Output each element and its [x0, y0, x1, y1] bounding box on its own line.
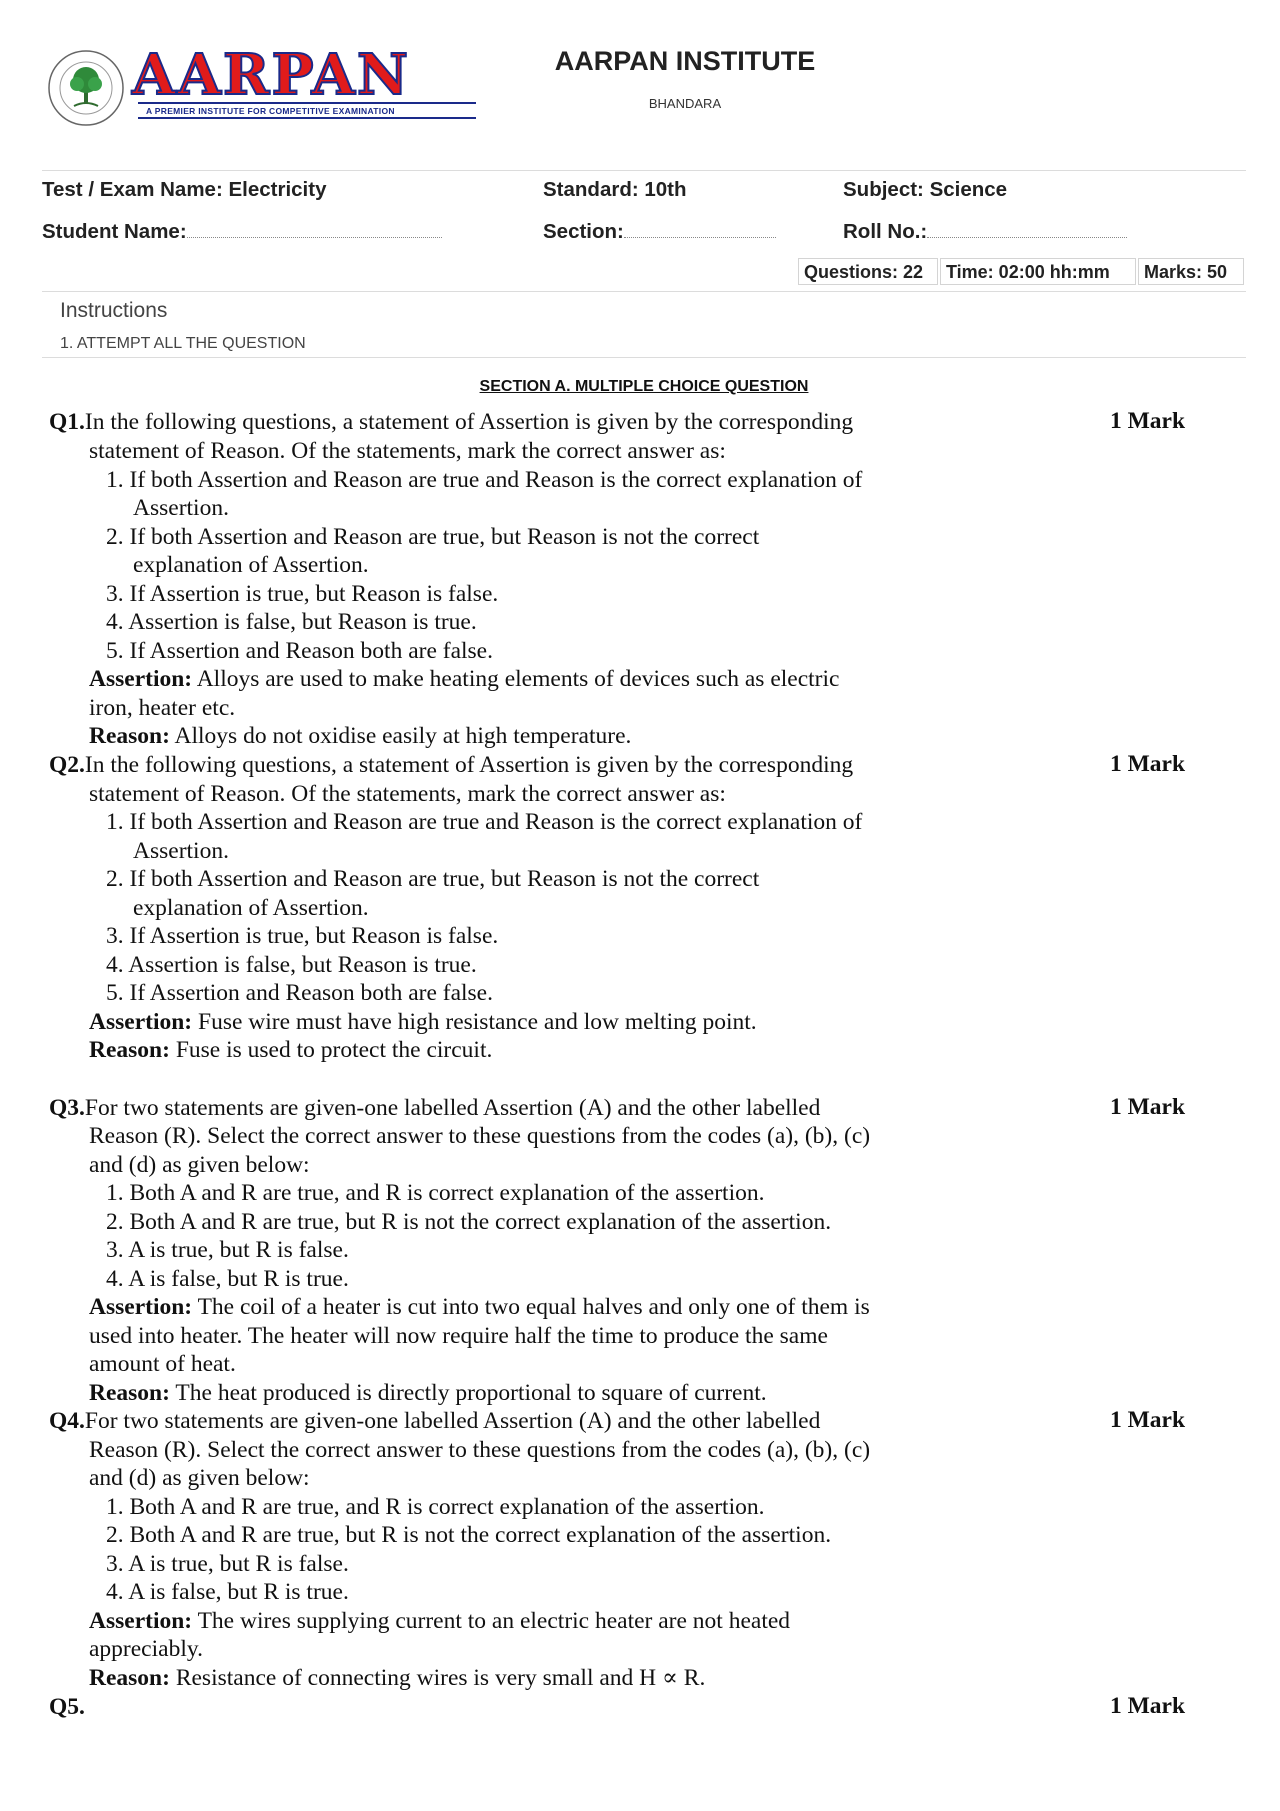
- standard: Standard: 10th: [543, 178, 687, 201]
- option-1-cont: Assertion.: [133, 495, 229, 521]
- instructions-heading: Instructions: [60, 299, 168, 322]
- brand-wordmark: AARPAN: [132, 42, 411, 108]
- questions-count: Questions: 22: [798, 258, 938, 285]
- question-text: and (d) as given below:: [89, 1465, 310, 1491]
- assertion-text: Alloys are used to make heating elements of devices such as electric: [192, 666, 840, 692]
- question-text: For two statements are given-one labelled Assertion (A) and the other labelled: [84, 1095, 821, 1121]
- question-marks: 1 Mark: [1110, 1407, 1186, 1433]
- student-name-field[interactable]: [42, 219, 442, 244]
- option-5: 5. If Assertion and Reason both are false.: [106, 638, 493, 664]
- assertion-label: Assertion:: [89, 1009, 193, 1035]
- assertion-label: Assertion:: [89, 1608, 193, 1634]
- divider: [42, 291, 1246, 292]
- option-3: 3. A is true, but R is false.: [106, 1237, 349, 1263]
- reason-label: Reason:: [89, 1037, 170, 1063]
- subject: Subject: Science: [843, 178, 1008, 201]
- option-3: 3. A is true, but R is false.: [106, 1551, 349, 1577]
- question-text: statement of Reason. Of the statements, mark the correct answer as:: [89, 438, 726, 464]
- reason-label: Reason:: [89, 1380, 170, 1406]
- section-label: Section:: [543, 220, 624, 243]
- question-number: Q3.: [49, 1095, 85, 1121]
- option-1-cont: Assertion.: [133, 838, 229, 864]
- roll-no-field[interactable]: [843, 219, 1127, 244]
- assertion-text: Fuse wire must have high resistance and low melting point.: [192, 1009, 757, 1035]
- assertion-text-cont: appreciably.: [89, 1636, 203, 1662]
- assertion-label: Assertion:: [89, 666, 193, 692]
- question-number: Q4.: [49, 1408, 85, 1434]
- reason-text: Resistance of connecting wires is very small and H ∝ R.: [169, 1665, 706, 1691]
- question-number: Q5.: [49, 1694, 85, 1720]
- option-4: 4. A is false, but R is true.: [106, 1266, 349, 1292]
- assertion-text: The coil of a heater is cut into two equal halves and only one of them is: [192, 1294, 870, 1320]
- question-text: Reason (R). Select the correct answer to these questions from the codes (a), (b), (c): [89, 1437, 871, 1463]
- option-4: 4. Assertion is false, but Reason is true.: [106, 952, 477, 978]
- assertion-text-cont: used into heater. The heater will now require half the time to produce the same: [89, 1323, 828, 1349]
- assertion-text-cont: amount of heat.: [89, 1351, 236, 1377]
- divider: [42, 357, 1246, 358]
- section-blank[interactable]: [624, 219, 776, 238]
- assertion-text: The wires supplying current to an electric heater are not heated: [192, 1608, 791, 1634]
- question-number: Q1.: [49, 409, 85, 435]
- section-field[interactable]: [543, 219, 776, 244]
- reason-label: Reason:: [89, 1665, 170, 1691]
- option-3: 3. If Assertion is true, but Reason is false.: [106, 581, 499, 607]
- student-name-blank[interactable]: [187, 219, 442, 238]
- question-text: For two statements are given-one labelled Assertion (A) and the other labelled: [84, 1408, 821, 1434]
- roll-no-label: Roll No.:: [843, 220, 928, 243]
- roll-no-blank[interactable]: [927, 219, 1127, 238]
- institute-logo: [46, 44, 426, 120]
- tree-seal-icon: [46, 48, 126, 128]
- reason-text: Fuse is used to protect the circuit.: [169, 1037, 493, 1063]
- student-name-label: Student Name:: [42, 220, 187, 243]
- question-marks: 1 Mark: [1110, 1693, 1186, 1719]
- question-marks: 1 Mark: [1110, 751, 1186, 777]
- question-number: Q2.: [49, 752, 85, 778]
- time-limit: Time: 02:00 hh:mm: [940, 258, 1136, 285]
- option-1: 1. Both A and R are true, and R is correct explanation of the assertion.: [106, 1494, 765, 1520]
- reason-text: Alloys do not oxidise easily at high temperature.: [169, 723, 632, 749]
- reason-text: The heat produced is directly proportional to square of current.: [169, 1380, 767, 1406]
- question-marks: 1 Mark: [1110, 1094, 1186, 1120]
- option-2-cont: explanation of Assertion.: [133, 552, 369, 578]
- option-1: 1. If both Assertion and Reason are true and Reason is the correct explanation of: [106, 467, 863, 493]
- option-2: 2. If both Assertion and Reason are true, but Reason is not the correct: [106, 866, 760, 892]
- total-marks: Marks: 50: [1138, 258, 1244, 285]
- institute-name: AARPAN INSTITUTE: [554, 46, 816, 76]
- option-4: 4. A is false, but R is true.: [106, 1579, 349, 1605]
- question-text: In the following questions, a statement of Assertion is given by the corresponding: [84, 409, 854, 435]
- option-5: 5. If Assertion and Reason both are false.: [106, 980, 493, 1006]
- assertion-label: Assertion:: [89, 1294, 193, 1320]
- option-2: 2. Both A and R are true, but R is not the correct explanation of the assertion.: [106, 1209, 832, 1235]
- option-2: 2. Both A and R are true, but R is not the correct explanation of the assertion.: [106, 1522, 832, 1548]
- question-text: statement of Reason. Of the statements, mark the correct answer as:: [89, 781, 726, 807]
- exam-name: Test / Exam Name: Electricity: [42, 178, 327, 201]
- option-1: 1. If both Assertion and Reason are true and Reason is the correct explanation of: [106, 809, 863, 835]
- question-marks: 1 Mark: [1110, 408, 1186, 434]
- brand-tagline: A PREMIER INSTITUTE FOR COMPETITIVE EXAMINATION: [138, 102, 476, 119]
- option-1: 1. Both A and R are true, and R is correct explanation of the assertion.: [106, 1180, 765, 1206]
- reason-label: Reason:: [89, 723, 170, 749]
- question-text: In the following questions, a statement of Assertion is given by the corresponding: [84, 752, 854, 778]
- assertion-text-cont: iron, heater etc.: [89, 695, 236, 721]
- divider: [42, 170, 1246, 171]
- question-text: Reason (R). Select the correct answer to these questions from the codes (a), (b), (c): [89, 1123, 871, 1149]
- section-title: SECTION A. MULTIPLE CHOICE QUESTION: [479, 378, 809, 395]
- option-2: 2. If both Assertion and Reason are true, but Reason is not the correct: [106, 524, 760, 550]
- instruction-item: 1. ATTEMPT ALL THE QUESTION: [60, 335, 306, 352]
- option-2-cont: explanation of Assertion.: [133, 895, 369, 921]
- option-4: 4. Assertion is false, but Reason is true.: [106, 609, 477, 635]
- question-text: and (d) as given below:: [89, 1152, 310, 1178]
- option-3: 3. If Assertion is true, but Reason is false.: [106, 923, 499, 949]
- institute-city: BHANDARA: [648, 96, 722, 111]
